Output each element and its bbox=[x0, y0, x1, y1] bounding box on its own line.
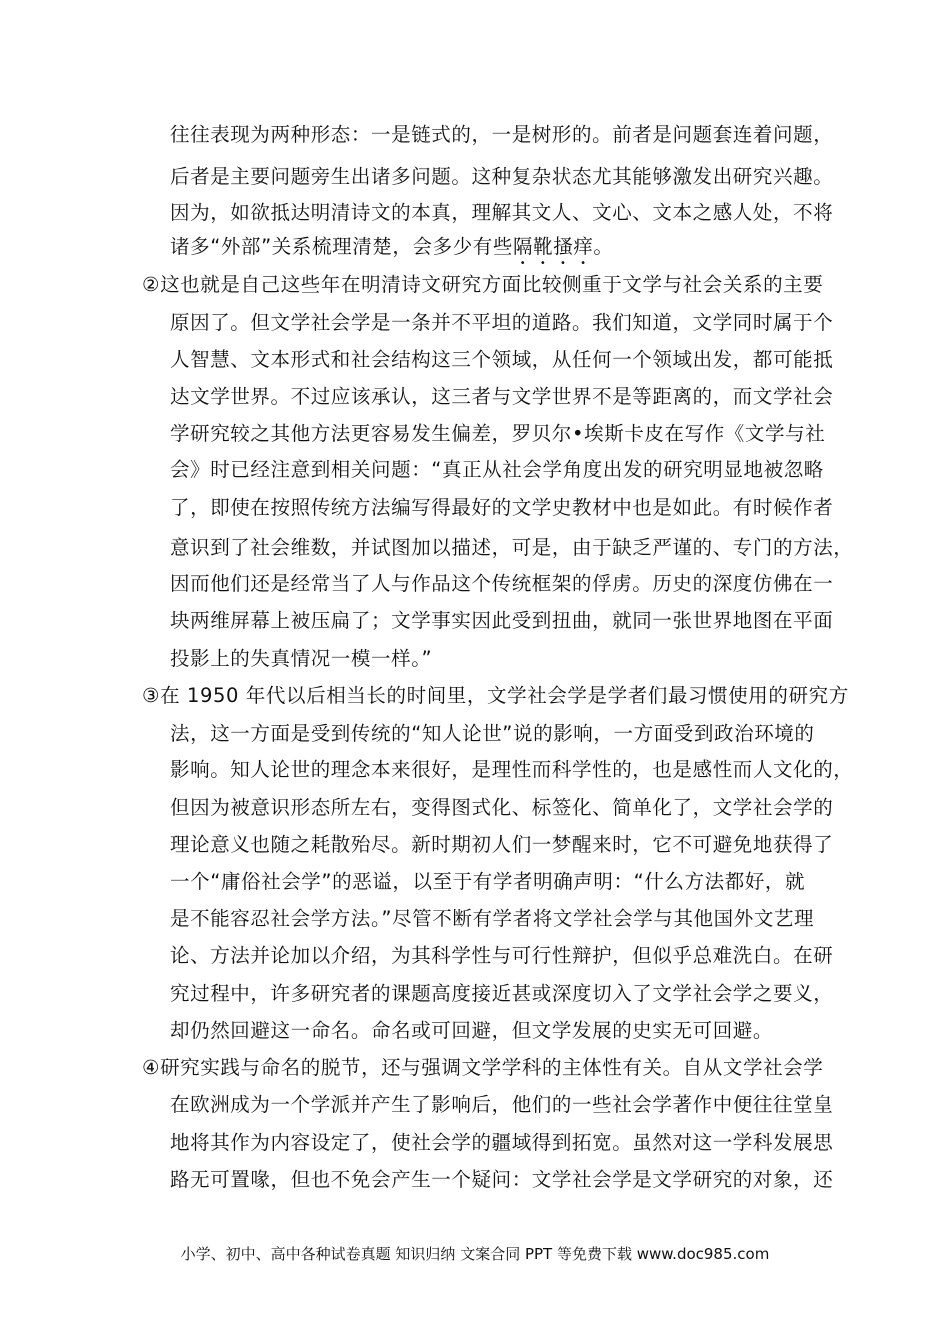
paragraph-4-first-line: ④研究实践与命名的脱节，还与强调文学学科的主体性有关。自从文学社会学 bbox=[142, 1056, 824, 1079]
text-line: 一个“庸俗社会学”的恶谥，以至于有学者明确声明：“什么方法都好，就 bbox=[170, 870, 806, 893]
text-line: 人智慧、文本形式和社会结构这三个领域，从任何一个领域出发，都可能抵 bbox=[170, 348, 834, 371]
text-line: 块两维屏幕上被压扁了；文学事实因此受到扭曲，就同一张世界地图在平面 bbox=[170, 609, 834, 632]
text-line: 达文学世界。不过应该承认，这三者与文学世界不是等距离的，而文学社会 bbox=[170, 385, 834, 408]
text-line-emphasis bbox=[170, 233, 614, 269]
text-line: 却仍然回避这一命名。命名或可回避，但文学发展的史实无可回避。 bbox=[170, 1019, 774, 1042]
text-segment: 。 bbox=[593, 235, 614, 258]
text-line: 但因为被意识形态所左右，变得图式化、标签化、简单化了，文学社会学的 bbox=[170, 796, 834, 819]
text-line: 理论意义也随之耗散殆尽。新时期初人们一梦醒来时，它不可避免地获得了 bbox=[170, 833, 834, 856]
text-line: 往往表现为两种形态：一是链式的，一是树形的。前者是问题套连着问题， bbox=[170, 123, 834, 146]
page-footer: 小学、初中、高中各种试卷真题 知识归纳 文案合同 PPT 等免费下载 www.doc985.com bbox=[180, 1245, 770, 1263]
text-line: 意识到了社会维数，并试图加以描述，可是，由于缺乏严谨的、专门的方法， bbox=[170, 536, 854, 559]
text-line: 因为，如欲抵达明清诗文的本真，理解其文人、文心、文本之感人处，不将 bbox=[170, 201, 834, 224]
text-line: 投影上的失真情况一模一样。” bbox=[170, 647, 433, 670]
text-segment: 诸多“外部”关系梳理清楚，会多少有些 bbox=[170, 235, 514, 258]
text-line: 了，即使在按照传统方法编写得最好的文学史教材中也是如此。有时候作者 bbox=[170, 496, 834, 519]
emphasized-idiom: 隔靴搔痒 bbox=[513, 235, 594, 258]
text-line: 地将其作为内容设定了，使社会学的疆域得到拓宽。虽然对这一学科发展思 bbox=[170, 1131, 834, 1154]
text-line: 影响。知人论世的理念本来很好，是理性而科学性的，也是感性而人文化的， bbox=[170, 758, 854, 781]
text-line: 学研究较之其他方法更容易发生偏差，罗贝尔•埃斯卡皮在写作《文学与社 bbox=[170, 422, 826, 445]
paragraph-2-first-line: ②这也就是自己这些年在明清诗文研究方面比较侧重于文学与社会关系的主要 bbox=[142, 273, 824, 296]
text-line: 路无可置喙，但也不免会产生一个疑问：文学社会学是文学研究的对象，还 bbox=[170, 1168, 834, 1191]
text-line: 后者是主要问题旁生出诸多问题。这种复杂状态尤其能够激发出研究兴趣。 bbox=[170, 165, 834, 188]
text-line: 因而他们还是经常当了人与作品这个传统框架的俘虏。历史的深度仿佛在一 bbox=[170, 572, 834, 595]
text-line: 究过程中，许多研究者的课题高度接近甚或深度切入了文学社会学之要义， bbox=[170, 982, 834, 1005]
text-line: 原因了。但文学社会学是一条并不平坦的道路。我们知道，文学同时属于个 bbox=[170, 311, 834, 334]
text-line: 论、方法并论加以介绍，为其科学性与可行性辩护，但似乎总难洗白。在研 bbox=[170, 944, 834, 967]
text-line: 是不能容忍社会学方法。”尽管不断有学者将文学社会学与其他国外文艺理 bbox=[170, 907, 815, 930]
text-line: 法，这一方面是受到传统的“知人论世”说的影响，一方面受到政治环境的 bbox=[170, 722, 815, 745]
text-line: 在欧洲成为一个学派并产生了影响后，他们的一些社会学著作中便往往堂皇 bbox=[170, 1093, 834, 1116]
text-line: 会》时已经注意到相关问题：“真正从社会学角度出发的研究明显地被忽略 bbox=[170, 458, 824, 481]
paragraph-3-first-line: ③在 1950 年代以后相当长的时间里，文学社会学是学者们最习惯使用的研究方 bbox=[142, 684, 849, 707]
